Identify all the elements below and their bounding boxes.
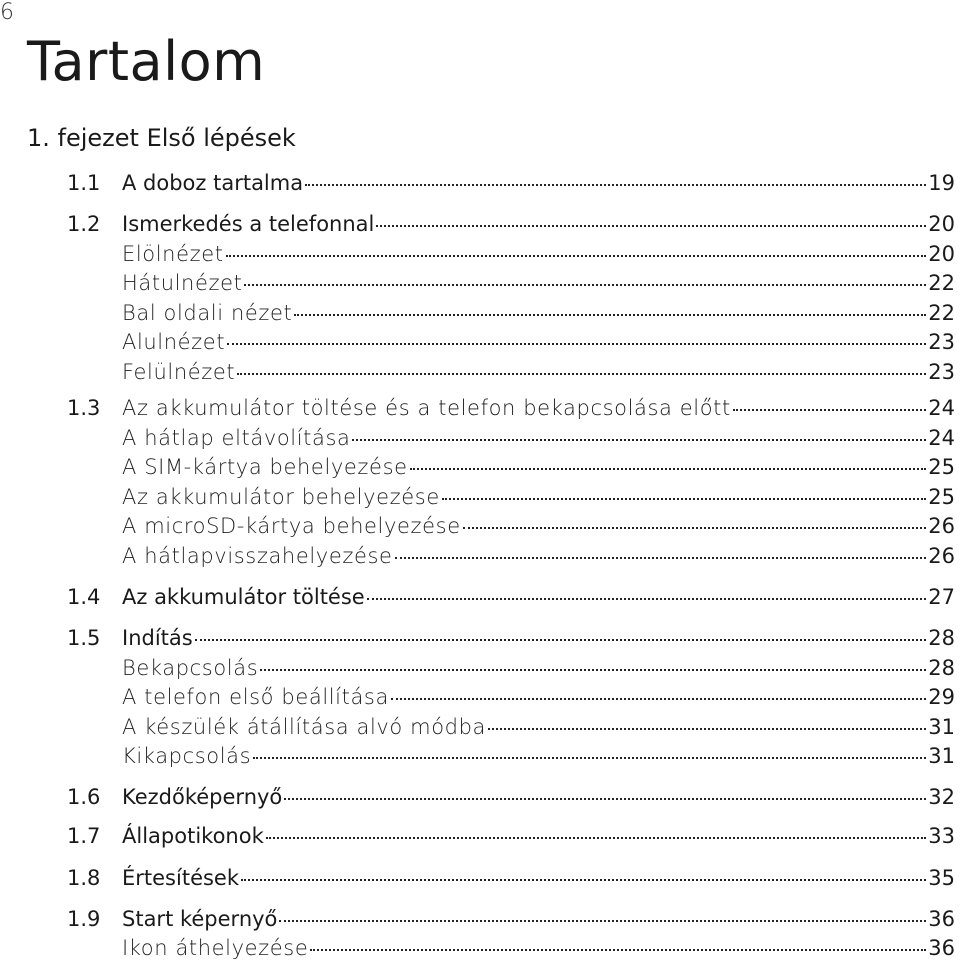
toc-entry[interactable] bbox=[67, 824, 955, 854]
dot-leader bbox=[410, 468, 927, 470]
entry-page: 20 bbox=[928, 212, 955, 236]
toc-entry[interactable] bbox=[67, 685, 955, 715]
dot-leader bbox=[733, 409, 926, 411]
entry-title: Elölnézet bbox=[122, 242, 224, 266]
dot-leader bbox=[463, 527, 927, 529]
entry-page: 29 bbox=[928, 685, 955, 709]
dot-leader bbox=[305, 184, 926, 186]
section-number: 1.9 bbox=[67, 907, 101, 931]
toc-entry[interactable] bbox=[67, 907, 955, 937]
toc-entry[interactable] bbox=[67, 485, 955, 515]
dot-leader bbox=[195, 639, 927, 641]
entry-page: 22 bbox=[928, 271, 955, 295]
entry-page: 36 bbox=[928, 907, 955, 931]
entry-title: Kikapcsolás bbox=[122, 744, 252, 768]
toc-entry[interactable] bbox=[67, 626, 955, 656]
entry-page: 28 bbox=[928, 656, 955, 680]
dot-leader bbox=[253, 757, 926, 759]
entry-page: 32 bbox=[928, 785, 955, 809]
page-number: 6 bbox=[0, 0, 14, 25]
toc-entry[interactable] bbox=[67, 936, 955, 966]
toc-entry[interactable] bbox=[67, 514, 955, 544]
entry-page: 31 bbox=[928, 715, 955, 739]
entry-title: Az akkumulátor behelyezése bbox=[122, 485, 440, 509]
toc-entry[interactable] bbox=[67, 212, 955, 242]
section-number: 1.6 bbox=[67, 785, 101, 809]
dot-leader bbox=[395, 557, 927, 559]
section-number: 1.3 bbox=[67, 396, 101, 420]
entry-page: 25 bbox=[928, 455, 955, 479]
entry-title: Az akkumulátor töltése bbox=[122, 585, 365, 609]
toc-entry[interactable] bbox=[67, 656, 955, 686]
entry-title: A SIM-kártya behelyezése bbox=[122, 455, 408, 479]
entry-page: 36 bbox=[928, 936, 955, 960]
toc-entry[interactable] bbox=[67, 785, 955, 815]
entry-page: 24 bbox=[928, 396, 955, 420]
dot-leader bbox=[244, 284, 926, 286]
entry-page: 25 bbox=[928, 485, 955, 509]
entry-page: 23 bbox=[928, 330, 955, 354]
section-number: 1.8 bbox=[67, 866, 101, 890]
dot-leader bbox=[352, 439, 926, 441]
toc-entry[interactable] bbox=[67, 426, 955, 456]
section-number: 1.5 bbox=[67, 626, 101, 650]
dot-leader bbox=[284, 798, 926, 800]
section-number: 1.1 bbox=[67, 171, 101, 195]
entry-page: 20 bbox=[928, 242, 955, 266]
section-number: 1.7 bbox=[67, 824, 101, 848]
entry-title: Bal oldali nézet bbox=[122, 301, 293, 325]
toc-entry[interactable] bbox=[67, 455, 955, 485]
dot-leader bbox=[391, 698, 926, 700]
entry-title: Hátulnézet bbox=[122, 271, 243, 295]
toc-entry[interactable] bbox=[67, 330, 955, 360]
entry-title: Alulnézet bbox=[122, 330, 226, 354]
dot-leader bbox=[442, 498, 926, 500]
dot-leader bbox=[260, 669, 926, 671]
dot-leader bbox=[488, 728, 926, 730]
entry-title: Indítás bbox=[122, 626, 193, 650]
toc-entry[interactable] bbox=[67, 360, 955, 390]
entry-title: A telefon első beállítása bbox=[122, 685, 389, 709]
dot-leader bbox=[279, 920, 926, 922]
toc-entry[interactable] bbox=[67, 171, 955, 201]
entry-title: Felülnézet bbox=[122, 360, 236, 384]
entry-title: A doboz tartalma bbox=[122, 171, 304, 195]
toc-entry[interactable] bbox=[67, 544, 955, 574]
section-number: 1.4 bbox=[67, 585, 101, 609]
entry-title: Ismerkedés a telefonnal bbox=[122, 212, 375, 236]
toc-entry[interactable] bbox=[67, 271, 955, 301]
entry-page: 23 bbox=[928, 360, 955, 384]
entry-title: Bekapcsolás bbox=[122, 656, 259, 680]
dot-leader bbox=[241, 879, 926, 881]
entry-page: 27 bbox=[928, 585, 955, 609]
dot-leader bbox=[376, 225, 926, 227]
entry-title: Az akkumulátor töltése és a telefon bekapcsolása előtt bbox=[122, 396, 731, 420]
entry-page: 31 bbox=[928, 744, 955, 768]
entry-page: 26 bbox=[928, 514, 955, 538]
entry-page: 35 bbox=[928, 866, 955, 890]
dot-leader bbox=[367, 598, 927, 600]
entry-title: A készülék átállítása alvó módba bbox=[122, 715, 486, 739]
page-title: Tartalom bbox=[27, 30, 266, 93]
entry-page: 26 bbox=[928, 544, 955, 568]
dot-leader bbox=[227, 343, 926, 345]
dot-leader bbox=[266, 837, 927, 839]
entry-page: 24 bbox=[928, 426, 955, 450]
entry-title: Kezdőképernyő bbox=[122, 785, 283, 809]
entry-page: 28 bbox=[928, 626, 955, 650]
dot-leader bbox=[226, 255, 927, 257]
toc-entry[interactable] bbox=[67, 396, 955, 426]
toc-entry[interactable] bbox=[67, 585, 955, 615]
entry-title: A hátlapvisszahelyezése bbox=[122, 544, 393, 568]
dot-leader bbox=[294, 314, 926, 316]
entry-title: A hátlap eltávolítása bbox=[122, 426, 351, 450]
entry-page: 22 bbox=[928, 301, 955, 325]
toc-entry[interactable] bbox=[67, 744, 955, 774]
toc-entry[interactable] bbox=[67, 242, 955, 272]
section-number: 1.2 bbox=[67, 212, 101, 236]
entry-title: A microSD-kártya behelyezése bbox=[122, 514, 461, 538]
entry-title: Ikon áthelyezése bbox=[122, 936, 309, 960]
dot-leader bbox=[310, 949, 926, 951]
entry-page: 19 bbox=[928, 171, 955, 195]
entry-title: Értesítések bbox=[122, 866, 240, 890]
entry-title: Start képernyő bbox=[122, 907, 278, 931]
toc-entry[interactable] bbox=[67, 715, 955, 745]
chapter-heading: 1. fejezet Első lépések bbox=[27, 124, 296, 152]
entry-title: Állapotikonok bbox=[122, 824, 264, 848]
entry-page: 33 bbox=[928, 824, 955, 848]
dot-leader bbox=[237, 373, 926, 375]
toc-entry[interactable] bbox=[67, 866, 955, 896]
toc-entry[interactable] bbox=[67, 301, 955, 331]
